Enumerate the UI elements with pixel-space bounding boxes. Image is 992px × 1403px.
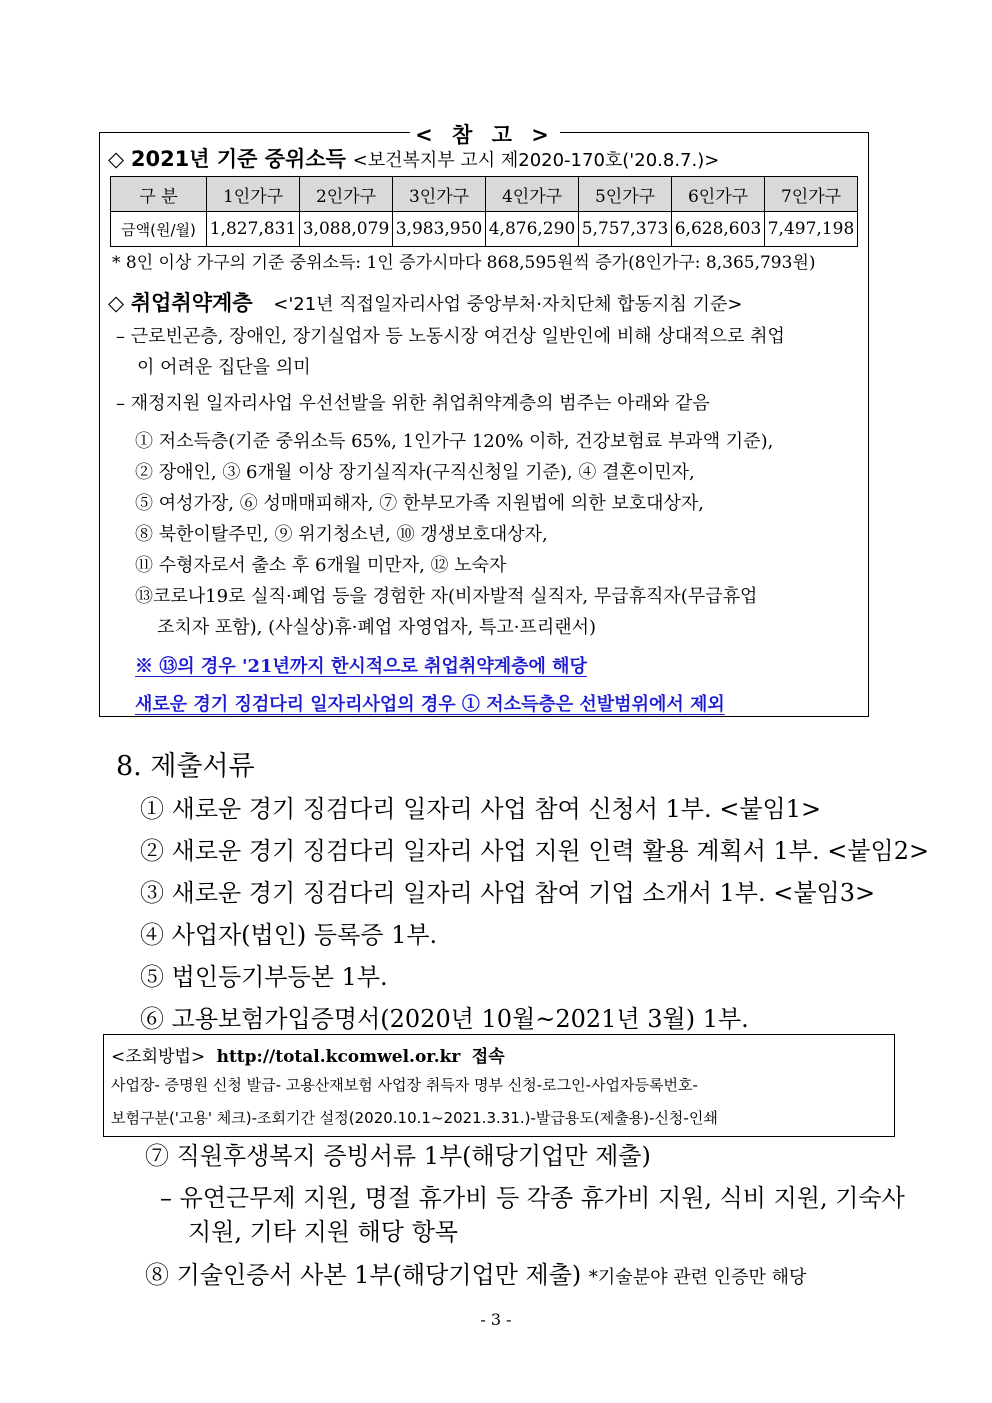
- reference-title: < 참 고 >: [410, 119, 560, 149]
- document-item: ⑤ 법인등기부등본 1부.: [140, 963, 388, 991]
- lookup-line-1: [111, 1042, 505, 1067]
- table-cell: 5,757,373: [579, 212, 672, 247]
- section-title: 8. 제출서류: [116, 751, 255, 782]
- table-header-cell: 3인가구: [393, 177, 486, 212]
- vulnerable-highlight-note: ※ ⑬의 경우 '21년까지 한시적으로 취업취약계층에 해당: [135, 656, 587, 677]
- vulnerable-line: ⑬코로나19로 실직·폐업 등을 경험한 자(비자발적 실직자, 무급휴직자(무급휴업: [135, 586, 758, 607]
- median-income-note: * 8인 이상 가구의 기준 중위소득: 1인 증가시마다 868,595원씩 증가(8인가구: 8,365,793원): [112, 253, 816, 273]
- table-header-cell: 2인가구: [300, 177, 393, 212]
- document-item: [145, 1255, 806, 1290]
- vulnerable-heading: [108, 287, 742, 317]
- vulnerable-line: ⑪ 수형자로서 출소 후 6개월 미만자, ⑫ 노숙자: [135, 555, 507, 576]
- lookup-url-link[interactable]: http://total.kcomwel.or.kr: [216, 1047, 461, 1067]
- diamond-icon: ◇: [108, 291, 125, 315]
- vulnerable-line: ① 저소득층(기준 중위소득 65%, 1인가구 120% 이하, 건강보험료 부과액 기준),: [135, 431, 774, 452]
- document-item-note: *기술분야 관련 인증만 해당: [588, 1267, 807, 1288]
- table-header-cell: 6인가구: [672, 177, 765, 212]
- document-item-text: ⑧ 기술인증서 사본 1부(해당기업만 제출): [145, 1261, 582, 1289]
- table-header-cell: 1인가구: [207, 177, 300, 212]
- lookup-line-2: 사업장- 증명원 신청 발급- 고용산재보험 사업장 취득자 명부 신청-로그인-사업자등록번호-: [111, 1076, 698, 1094]
- median-income-heading: [108, 143, 719, 173]
- document-item: ② 새로운 경기 징검다리 일자리 사업 지원 인력 활용 계획서 1부. <붙임2>: [140, 837, 930, 865]
- vulnerable-line: ⑤ 여성가장, ⑥ 성매매피해자, ⑦ 한부모가족 지원법에 의한 보호대상자,: [135, 493, 705, 514]
- document-subitem: – 유연근무제 지원, 명절 휴가비 등 각종 휴가비 지원, 식비 지원, 기숙사: [160, 1184, 905, 1212]
- vulnerable-line: ② 장애인, ③ 6개월 이상 장기실직자(구직신청일 기준), ④ 결혼이민자,: [135, 462, 695, 483]
- vulnerable-title: 취업취약계층: [130, 291, 253, 315]
- table-cell: 3,983,950: [393, 212, 486, 247]
- income-table: [110, 176, 858, 247]
- diamond-icon: ◇: [108, 147, 125, 171]
- table-cell: 6,628,603: [672, 212, 765, 247]
- table-cell: 4,876,290: [486, 212, 579, 247]
- page-number: - 3 -: [480, 1310, 512, 1329]
- vulnerable-line: – 재정지원 일자리사업 우선선발을 위한 취업취약계층의 범주는 아래와 같음: [116, 393, 710, 414]
- table-header-cell: 7인가구: [765, 177, 858, 212]
- document-item: ④ 사업자(법인) 등록증 1부.: [140, 921, 438, 949]
- table-header-row: [111, 177, 858, 212]
- table-cell: 금액(원/월): [111, 212, 207, 247]
- vulnerable-line: – 근로빈곤층, 장애인, 장기실업자 등 노동시장 여건상 일반인에 비해 상대적으로 취업: [116, 326, 785, 347]
- lookup-url-suffix: 접속: [471, 1047, 505, 1067]
- vulnerable-line: 조치자 포함), (사실상)휴·폐업 자영업자, 특고·프리랜서): [157, 617, 597, 638]
- table-header-cell: 5인가구: [579, 177, 672, 212]
- table-cell: 7,497,198: [765, 212, 858, 247]
- median-income-source: <보건복지부 고시 제2020-170호('20.8.7.)>: [352, 150, 720, 171]
- table-row: [111, 212, 858, 247]
- vulnerable-exclusion-note: 새로운 경기 징검다리 일자리사업의 경우 ① 저소득층은 선발범위에서 제외: [135, 694, 725, 715]
- table-header-cell: 4인가구: [486, 177, 579, 212]
- table-cell: 3,088,079: [300, 212, 393, 247]
- vulnerable-source: <'21년 직접일자리사업 중앙부처·자치단체 합동지침 기준>: [273, 294, 743, 315]
- document-item: ⑥ 고용보험가입증명서(2020년 10월~2021년 3월) 1부.: [140, 1005, 749, 1033]
- document-item: ⑦ 직원후생복지 증빙서류 1부(해당기업만 제출): [145, 1142, 651, 1170]
- table-header-cell: 구 분: [111, 177, 207, 212]
- lookup-line-3: 보험구분('고용' 체크)-조회기간 설정(2020.10.1~2021.3.31.)-발급용도(제출용)-신청-인쇄: [111, 1109, 718, 1127]
- lookup-label: <조회방법>: [111, 1047, 206, 1067]
- table-cell: 1,827,831: [207, 212, 300, 247]
- document-subitem: 지원, 기타 지원 해당 항목: [188, 1218, 458, 1246]
- document-item: ③ 새로운 경기 징검다리 일자리 사업 참여 기업 소개서 1부. <붙임3>: [140, 879, 876, 907]
- document-item: ① 새로운 경기 징검다리 일자리 사업 참여 신청서 1부. <붙임1>: [140, 795, 822, 823]
- median-income-title: 2021년 기준 중위소득: [130, 147, 346, 171]
- vulnerable-line: 이 어려운 집단을 의미: [137, 357, 311, 378]
- vulnerable-line: ⑧ 북한이탈주민, ⑨ 위기청소년, ⑩ 갱생보호대상자,: [135, 524, 548, 545]
